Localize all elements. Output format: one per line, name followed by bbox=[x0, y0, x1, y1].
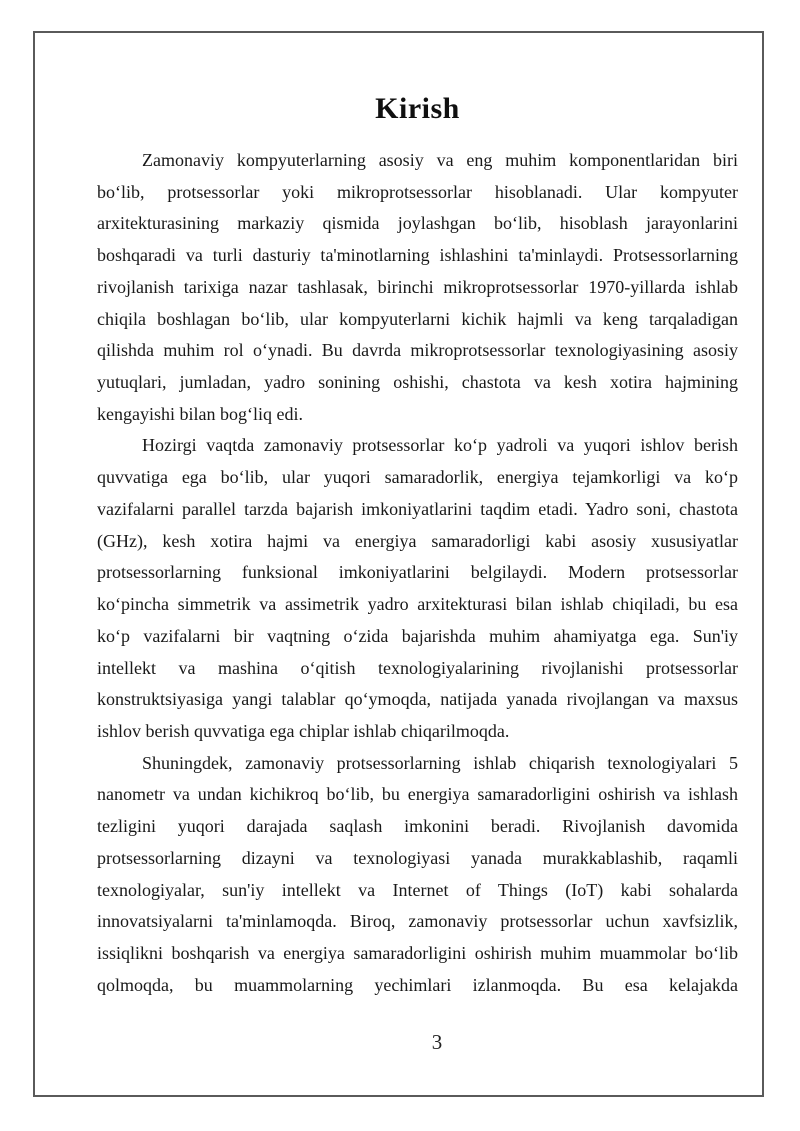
text-line: intellekt va mashina o‘qitish texnologiyalarining rivojlanishi protsessorlar bbox=[97, 657, 738, 678]
text-line: chiqila boshlagan bo‘lib, ular kompyuterlarni kichik hajmli va keng tarqaladigan bbox=[97, 308, 738, 329]
text-line: konstruktsiyasiga yangi talablar qo‘ymoqda, natijada yanada rivojlangan va maxsus bbox=[97, 689, 738, 710]
body-text bbox=[97, 145, 738, 1001]
text-line: protsessorlarning dizayni va texnologiyasi yanada murakkablashib, raqamli bbox=[97, 847, 738, 868]
text-line: issiqlikni boshqarish va energiya samaradorligini oshirish muhim muammolar bo‘lib bbox=[97, 942, 738, 963]
text-line: Shuningdek, zamonaviy protsessorlarning ishlab chiqarish texnologiyalari 5 bbox=[142, 752, 738, 773]
text-line: (GHz), kesh xotira hajmi va energiya samaradorligi kabi asosiy xususiyatlar bbox=[97, 530, 738, 551]
text-line: boshqaradi va turli dasturiy ta'minotlarning ishlashini ta'minlaydi. Protsessorlarning bbox=[97, 245, 738, 266]
page-number: 3 bbox=[431, 1030, 443, 1054]
text-line: rivojlanish tarixiga nazar tashlasak, birinchi mikroprotsessorlar 1970-yillarda ishlab bbox=[97, 276, 738, 297]
text-line: Hozirgi vaqtda zamonaviy protsessorlar ko‘p yadroli va yuqori ishlov berish bbox=[142, 435, 738, 456]
text-line: kengayishi bilan bog‘liq edi. bbox=[97, 403, 303, 424]
text-line: innovatsiyalarni ta'minlamoqda. Biroq, zamonaviy protsessorlar uchun xavfsizlik, bbox=[97, 911, 738, 932]
text-line: vazifalarni parallel tarzda bajarish imkoniyatlarini taqdim etadi. Yadro soni, chastota bbox=[97, 498, 738, 519]
text-line: nanometr va undan kichikroq bo‘lib, bu energiya samaradorligini oshirish va ishlash bbox=[97, 784, 738, 805]
text-line: quvvatiga ega bo‘lib, ular yuqori samaradorlik, energiya tejamkorligi va ko‘p bbox=[97, 467, 738, 488]
paragraph bbox=[97, 145, 738, 430]
text-line: ishlov berish quvvatiga ega chiplar ishlab chiqarilmoqda. bbox=[97, 720, 510, 741]
text-line: texnologiyalar, sun'iy intellekt va Internet of Things (IoT) kabi sohalarda bbox=[97, 879, 738, 900]
paragraph bbox=[97, 748, 738, 1002]
page-title: Kirish bbox=[375, 92, 460, 126]
text-line: ko‘p vazifalarni bir vaqtning o‘zida bajarishda muhim ahamiyatga ega. Sun'iy bbox=[97, 625, 738, 646]
paragraph bbox=[97, 430, 738, 747]
text-line: protsessorlarning funksional imkoniyatlarini belgilaydi. Modern protsessorlar bbox=[97, 562, 738, 583]
text-line: Zamonaviy kompyuterlarning asosiy va eng muhim komponentlaridan biri bbox=[142, 150, 738, 170]
text-line: tezligini yuqori darajada saqlash imkonini beradi. Rivojlanish davomida bbox=[97, 816, 738, 837]
text-line: bo‘lib, protsessorlar yoki mikroprotsessorlar hisoblanadi. Ular kompyuter bbox=[97, 181, 738, 202]
text-line: ko‘pincha simmetrik va assimetrik yadro arxitekturasi bilan ishlab chiqiladi, bu esa bbox=[97, 594, 738, 615]
text-line: qilishda muhim rol o‘ynadi. Bu davrda mikroprotsessorlar texnologiyasining asosiy bbox=[97, 340, 738, 361]
text-line: qolmoqda, bu muammolarning yechimlari izlanmoqda. Bu esa kelajakda bbox=[97, 974, 738, 995]
text-line: arxitekturasining markaziy qismida joylashgan bo‘lib, hisoblash jarayonlarini bbox=[97, 213, 738, 234]
text-line: yutuqlari, jumladan, yadro sonining oshishi, chastota va kesh xotira hajmining bbox=[97, 372, 738, 393]
